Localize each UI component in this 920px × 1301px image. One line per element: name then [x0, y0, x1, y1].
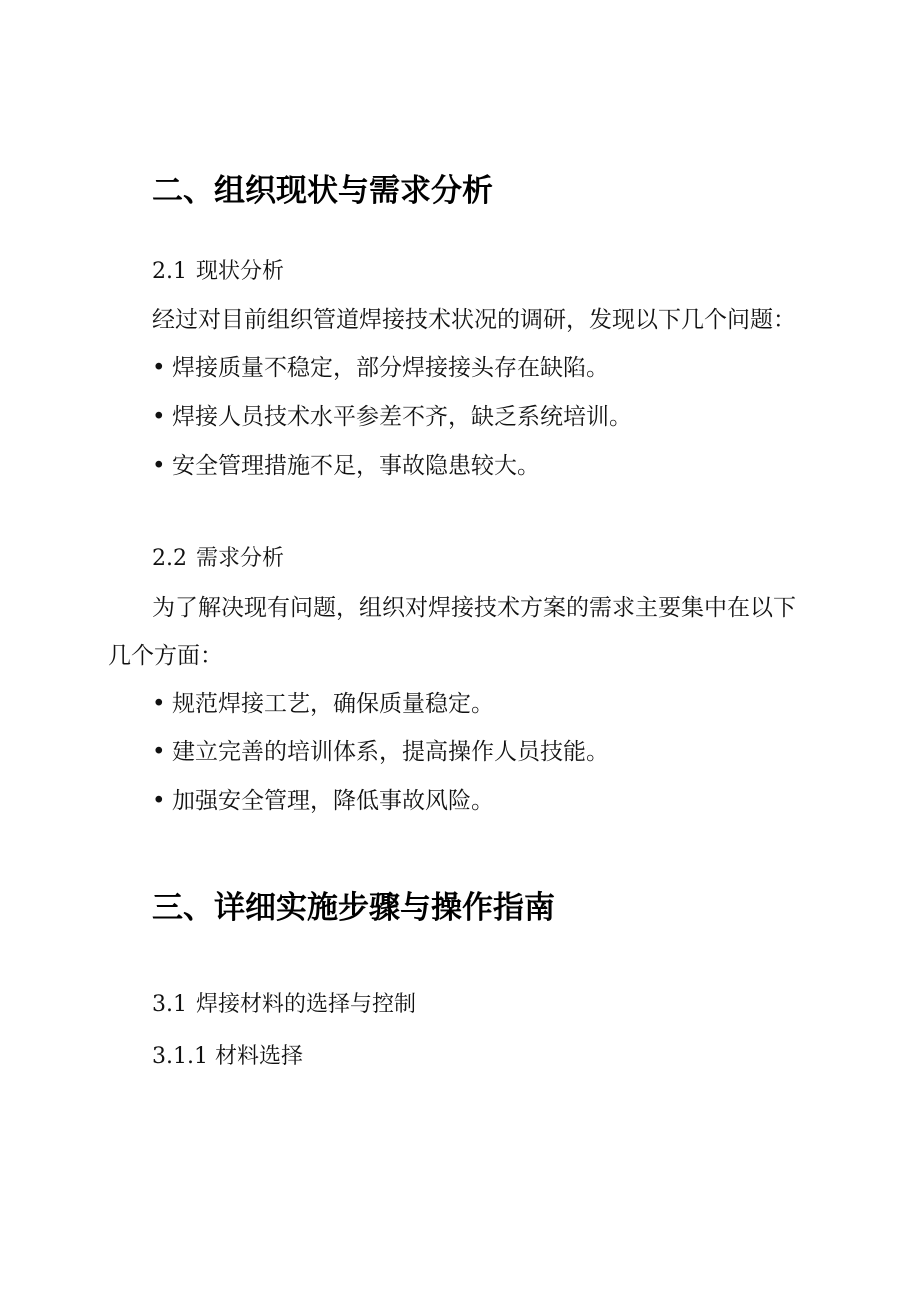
list-item-text: 焊接人员技术水平参差不齐，缺乏系统培训。	[172, 404, 632, 430]
bullet-icon: •	[152, 404, 166, 430]
bullet-icon: •	[152, 453, 166, 479]
list-item-text: 建立完善的培训体系，提高操作人员技能。	[172, 739, 609, 765]
section-2-heading: 二、组织现状与需求分析	[152, 173, 493, 209]
subsection-2-2-title: 需求分析	[196, 546, 285, 571]
list-item-text: 加强安全管理，降低事故风险。	[172, 788, 494, 814]
subsection-3-1-1-heading: 3.1.1 材料选择	[152, 1044, 303, 1069]
subsection-2-1-heading	[152, 257, 284, 287]
bullet-icon: •	[152, 691, 166, 717]
subsection-2-2-intro: 为了解决现有问题，组织对焊接技术方案的需求主要集中在以下几个方面：	[108, 595, 796, 669]
subsection-2-2-heading	[152, 544, 284, 574]
subsection-3-1-number: 3.1	[152, 992, 187, 1017]
subsection-3-1-heading	[152, 990, 416, 1020]
list-item	[152, 786, 494, 816]
section-3-heading: 三、详细实施步骤与操作指南	[152, 890, 555, 926]
subsection-2-1-title: 现状分析	[196, 259, 285, 284]
bullet-icon: •	[152, 355, 166, 381]
list-item	[152, 737, 609, 767]
list-item	[152, 689, 494, 719]
bullet-icon: •	[152, 739, 166, 765]
list-item-text: 焊接质量不稳定，部分焊接接头存在缺陷。	[172, 355, 609, 381]
subsection-2-1-intro: 经过对目前组织管道焊接技术状况的调研，发现以下几个问题：	[152, 307, 796, 333]
list-item-text: 安全管理措施不足，事故隐患较大。	[172, 453, 540, 479]
list-item	[152, 402, 632, 432]
bullet-icon: •	[152, 788, 166, 814]
subsection-2-2-number: 2.2	[152, 546, 187, 571]
subsection-3-1-title: 焊接材料的选择与控制	[196, 992, 417, 1017]
subsection-2-1-number: 2.1	[152, 259, 187, 284]
list-item	[152, 353, 609, 383]
list-item-text: 规范焊接工艺，确保质量稳定。	[172, 691, 494, 717]
list-item	[152, 451, 540, 481]
